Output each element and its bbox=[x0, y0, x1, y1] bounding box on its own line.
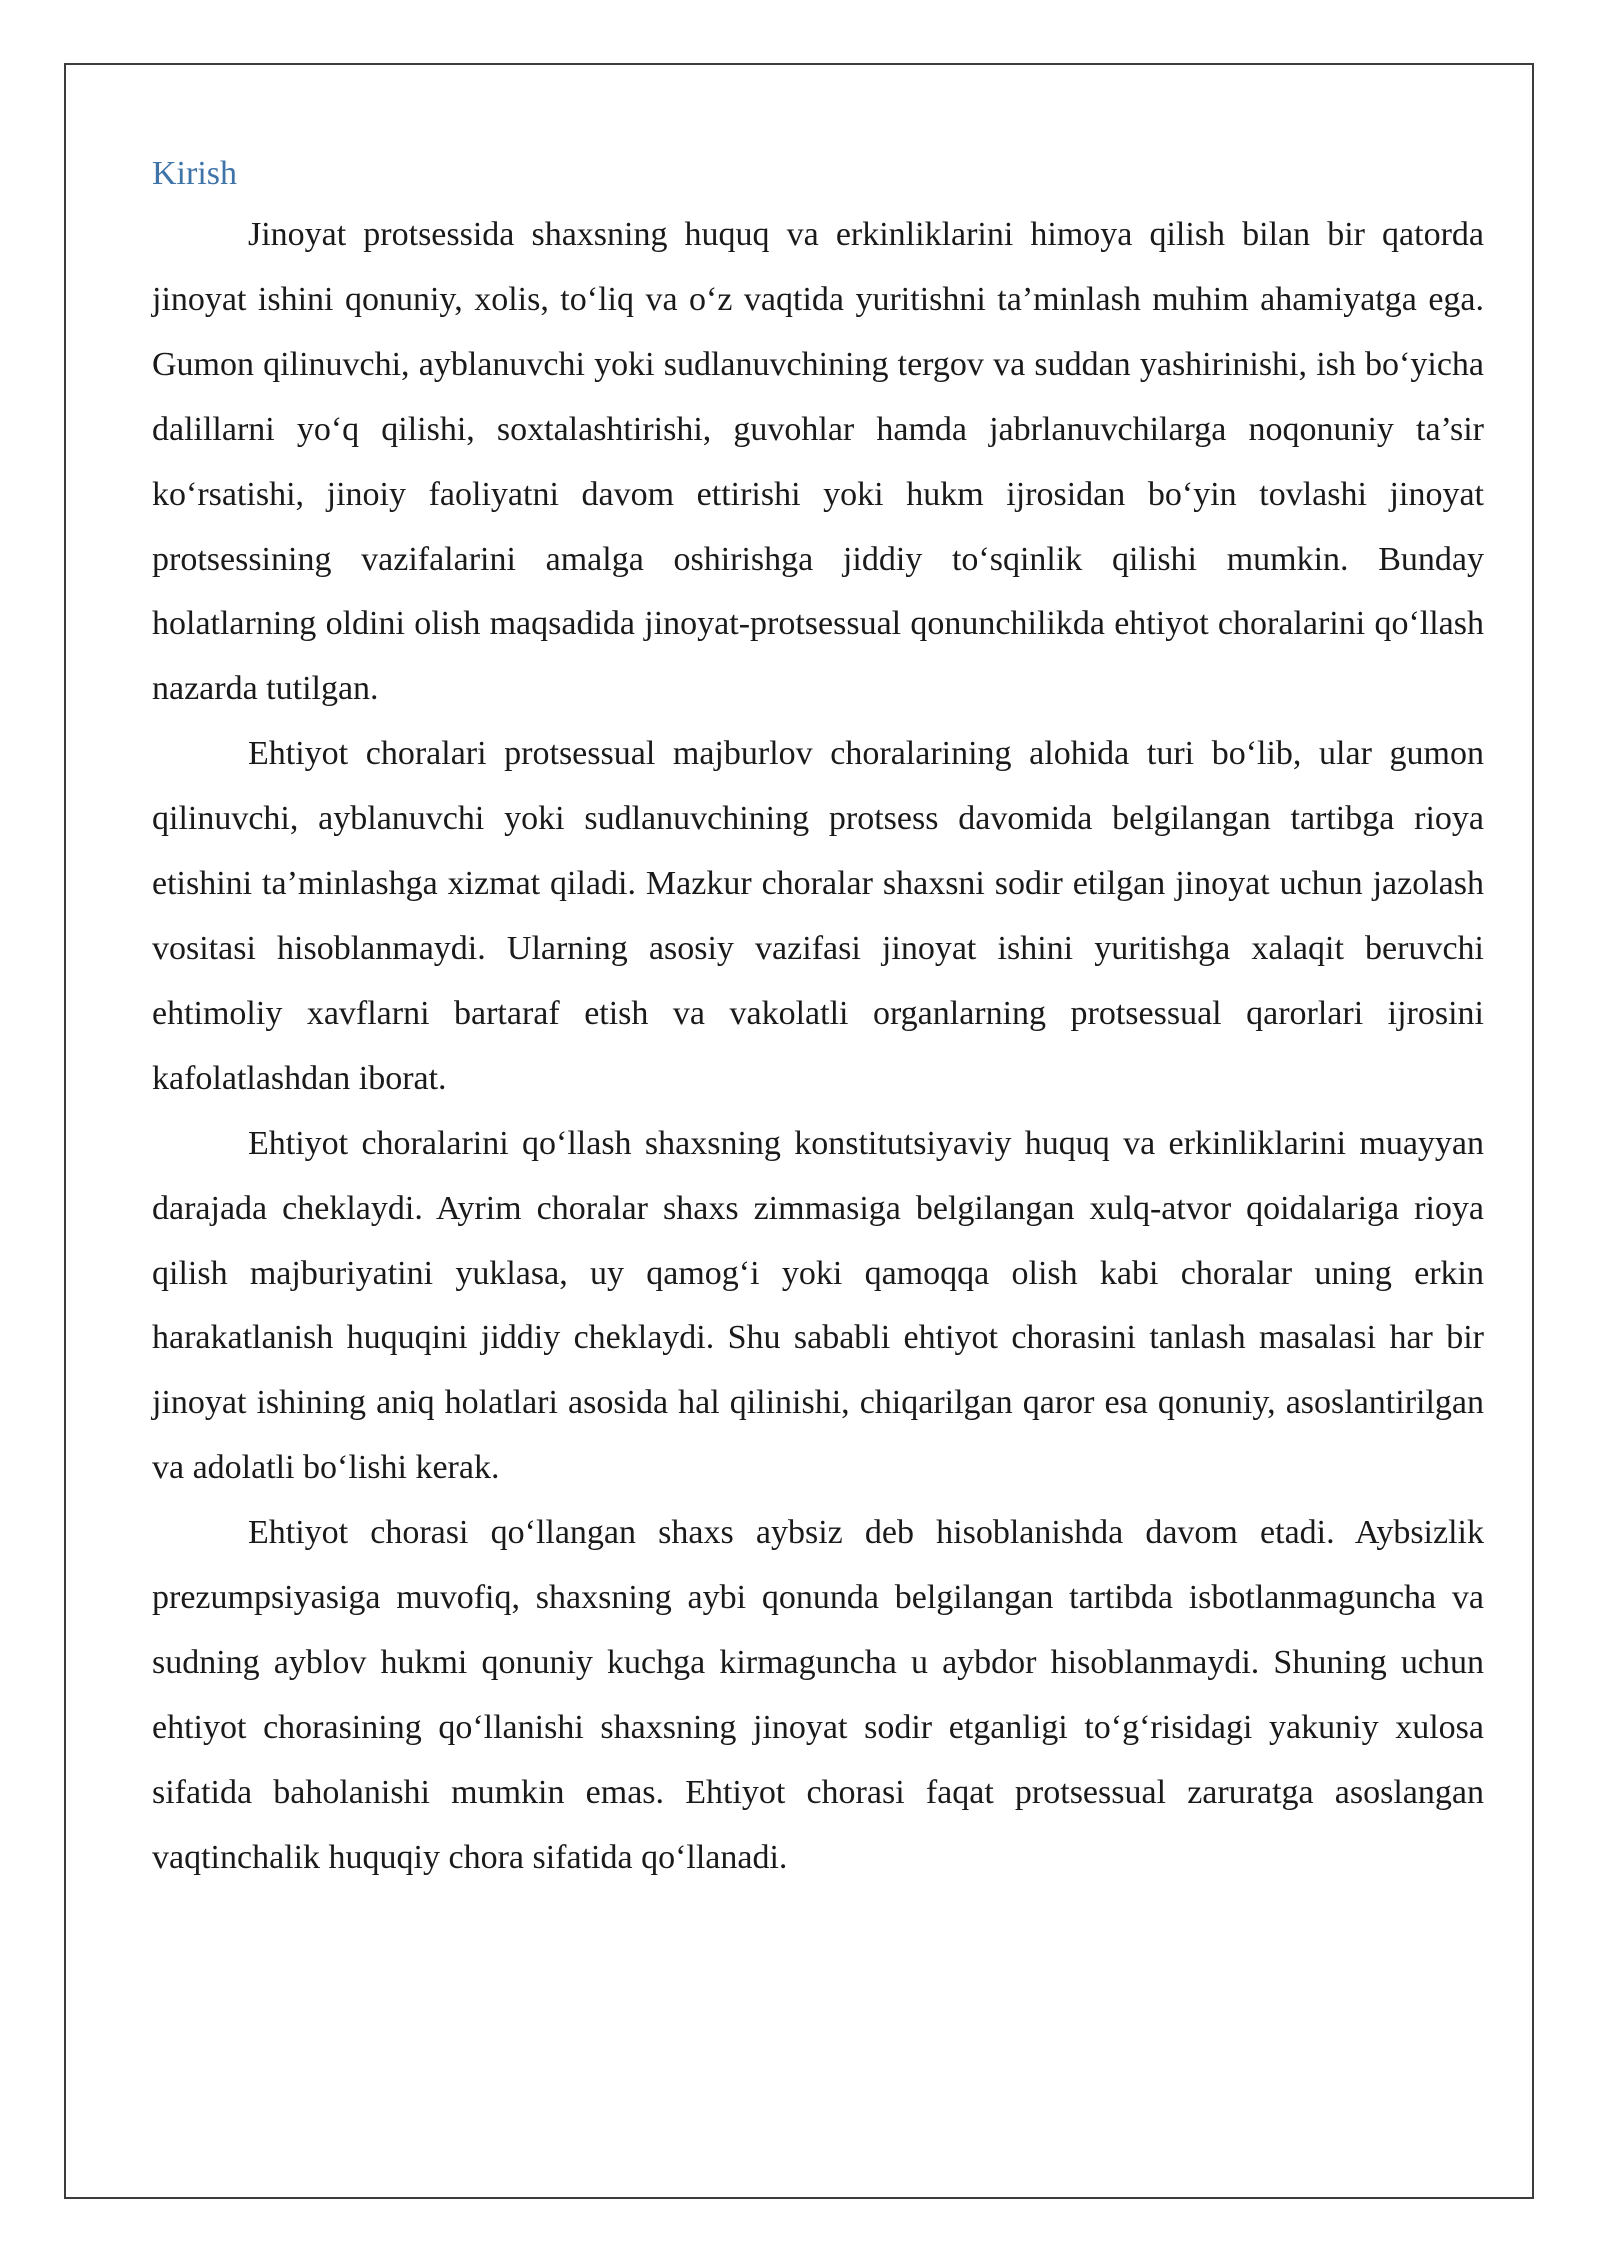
paragraph-4: Ehtiyot chorasi qo‘llangan shaxs aybsiz deb hisoblanishda davom etadi. Aybsizlik prezumpsiyasiga muvofiq, shaxsning aybi qonunda belgilangan tartibda isbotlanmaguncha va sudning ayblov hukmi qonuniy kuchga kirmaguncha u aybdor hisoblanmaydi. Shuning uchun ehtiyot chorasining qo‘llanishi shaxsning jinoyat sodir etganligi to‘g‘risidagi yakuniy xulosa sifatida baholanishi mumkin emas. Ehtiyot chorasi faqat protsessual zaruratga asoslangan vaqtinchalik huquqiy chora sifatida qo‘llanadi. bbox=[152, 1514, 1484, 1876]
paragraph-1: Jinoyat protsessida shaxsning huquq va erkinliklarini himoya qilish bilan bir qatorda jinoyat ishini qonuniy, xolis, to‘liq va o‘z vaqtida yuritishni ta’minlash muhim ahamiyatga ega. Gumon qilinuvchi, ayblanuvchi yoki sudlanuvchining tergov va suddan yashirinishi, ish bo‘yicha dalillarni yo‘q qilishi, soxtalashtirishi, guvohlar hamda jabrlanuvchilarga noqonuniy ta’sir ko‘rsatishi, jinoiy faoliyatni davom ettirishi yoki hukm ijrosidan bo‘yin tovlashi jinoyat protsessining vazifalarini amalga oshirishga jiddiy to‘sqinlik qilishi mumkin. Bunday holatlarning oldini olish maqsadida jinoyat-protsessual qonunchilikda ehtiyot choralarini qo‘llash nazarda tutilgan. bbox=[152, 216, 1484, 708]
paragraph-3: Ehtiyot choralarini qo‘llash shaxsning konstitutsiyaviy huquq va erkinliklarini muayyan darajada cheklaydi. Ayrim choralar shaxs zimmasiga belgilangan xulq-atvor qoidalariga rioya qilish majburiyatini yuklasa, uy qamog‘i yoki qamoqqa olish kabi choralar uning erkin harakatlanish huquqini jiddiy cheklaydi. Shu sababli ehtiyot chorasini tanlash masalasi har bir jinoyat ishining aniq holatlari asosida hal qilinishi, chiqarilgan qaror esa qonuniy, asoslantirilgan va adolatli bo‘lishi kerak. bbox=[152, 1124, 1484, 1487]
section-heading: Kirish bbox=[152, 155, 237, 192]
document-body bbox=[152, 145, 1484, 1891]
paragraph-2: Ehtiyot choralari protsessual majburlov choralarining alohida turi bo‘lib, ular gumon qilinuvchi, ayblanuvchi yoki sudlanuvchining protsess davomida belgilangan tartibga rioya etishini ta’minlashga xizmat qiladi. Mazkur choralar shaxsni sodir etilgan jinoyat uchun jazolash vositasi hisoblanmaydi. Ularning asosiy vazifasi jinoyat ishini yuritishga xalaqit beruvchi ehtimoliy xavflarni bartaraf etish va vakolatli organlarning protsessual qarorlari ijrosini kafolatlashdan iborat. bbox=[152, 735, 1484, 1097]
